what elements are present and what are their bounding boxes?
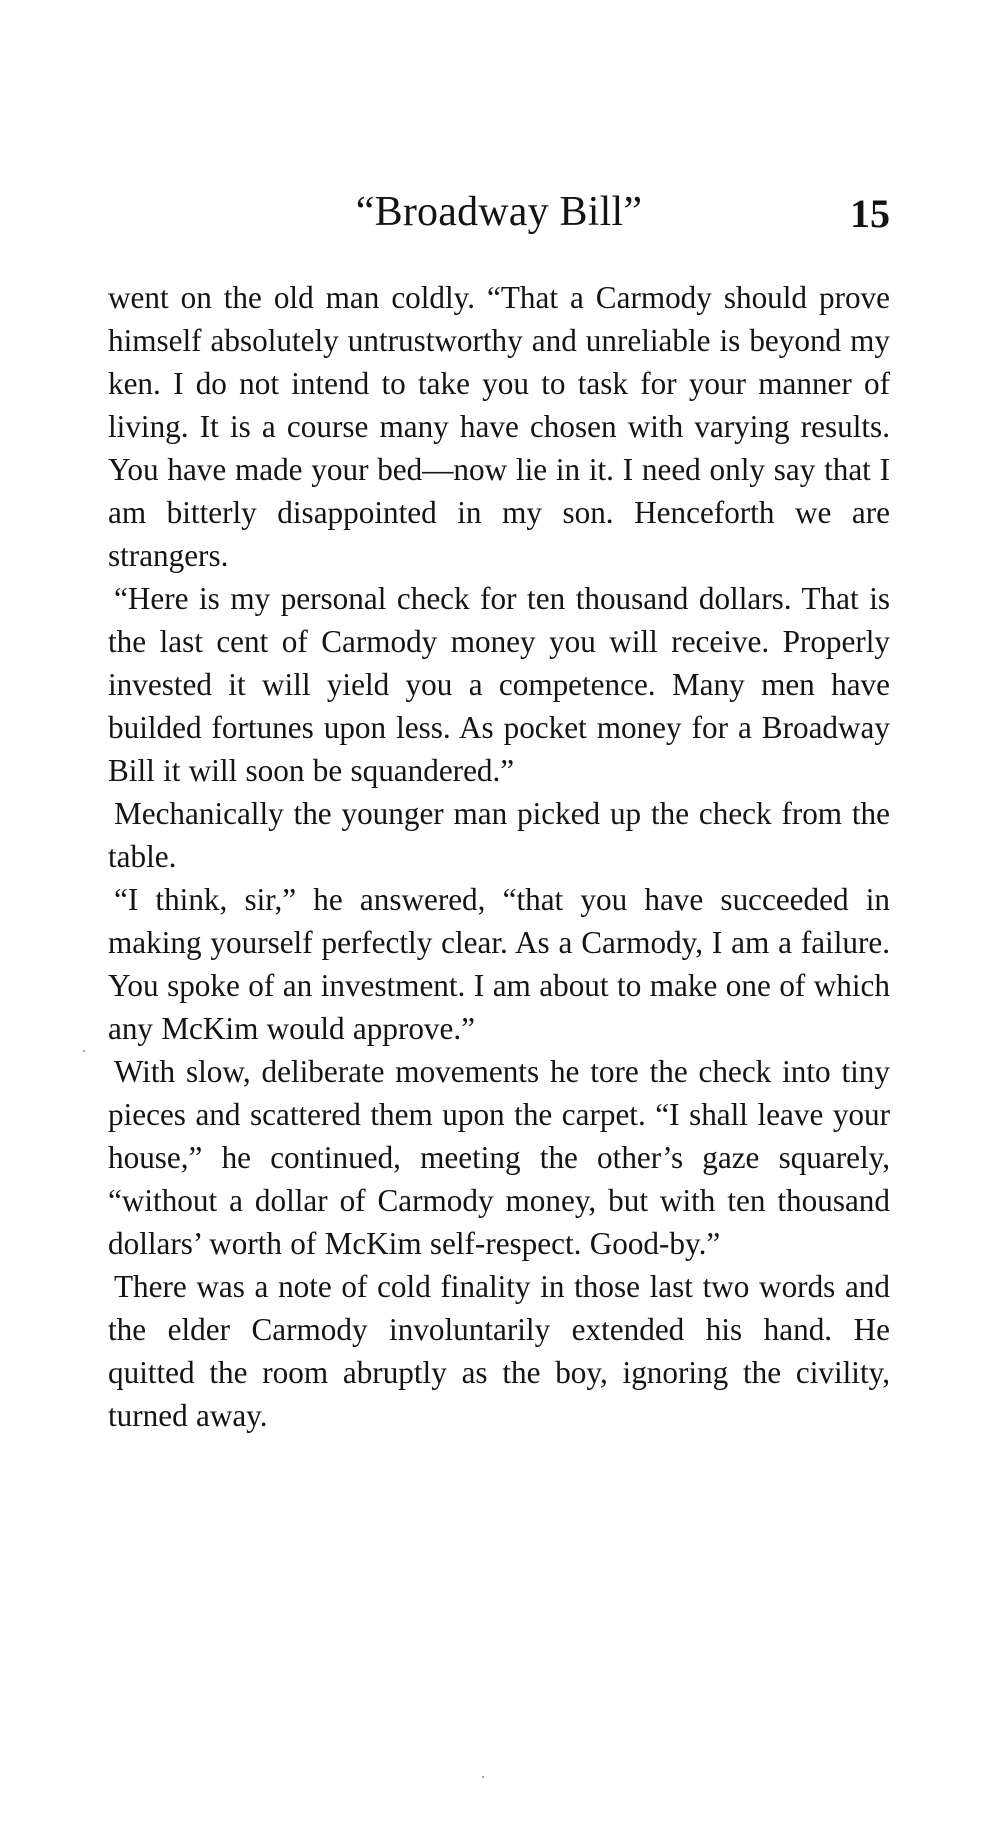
scan-speck (482, 1776, 484, 1778)
paragraph-picked-up-check: Mechanically the younger man picked up the check from the table. (108, 796, 890, 874)
page-number: 15 (850, 191, 890, 236)
paragraph-check-offer: “Here is my personal check for ten thousand dollars. That is the last cent of Carmody money you will receive. Properly invested it will yield you a competence. Many men have builded fortunes upon less. As pocket money for a Broadway Bill it will soon be squandered.” (108, 581, 890, 788)
paragraph-continuation: went on the old man coldly. “That a Carmody should prove himself absolutely untrustworthy and unreliable is beyond my ken. I do not intend to take you to task for your manner of living. It is a course many have chosen with varying results. You have made your bed—now lie in it. I need only say that I am bitterly disappointed in my son. Henceforth we are strangers. (108, 280, 890, 573)
paragraph-reply: “I think, sir,” he answered, “that you have succeeded in making yourself perfectly clear. As a Carmody, I am a failure. You spoke of an investment. I am about to make one of which any McKim would approve.” (108, 882, 890, 1046)
scan-speck (83, 1050, 85, 1052)
paragraph-finality: There was a note of cold finality in those last two words and the elder Carmody involuntarily extended his hand. He quitted the room abruptly as the boy, ignoring the civility, turned away. (108, 1269, 890, 1433)
body-text (108, 276, 890, 1437)
paragraph-tore-check: With slow, deliberate movements he tore the check into tiny pieces and scattered them upon the carpet. “I shall leave your house,” he continued, meeting the other’s gaze squarely, “without a dollar of Carmody money, but with ten thousand dollars’ worth of McKim self-respect. Good-by.” (108, 1054, 890, 1261)
running-title: “Broadway Bill” (355, 189, 643, 235)
running-header (108, 186, 890, 238)
